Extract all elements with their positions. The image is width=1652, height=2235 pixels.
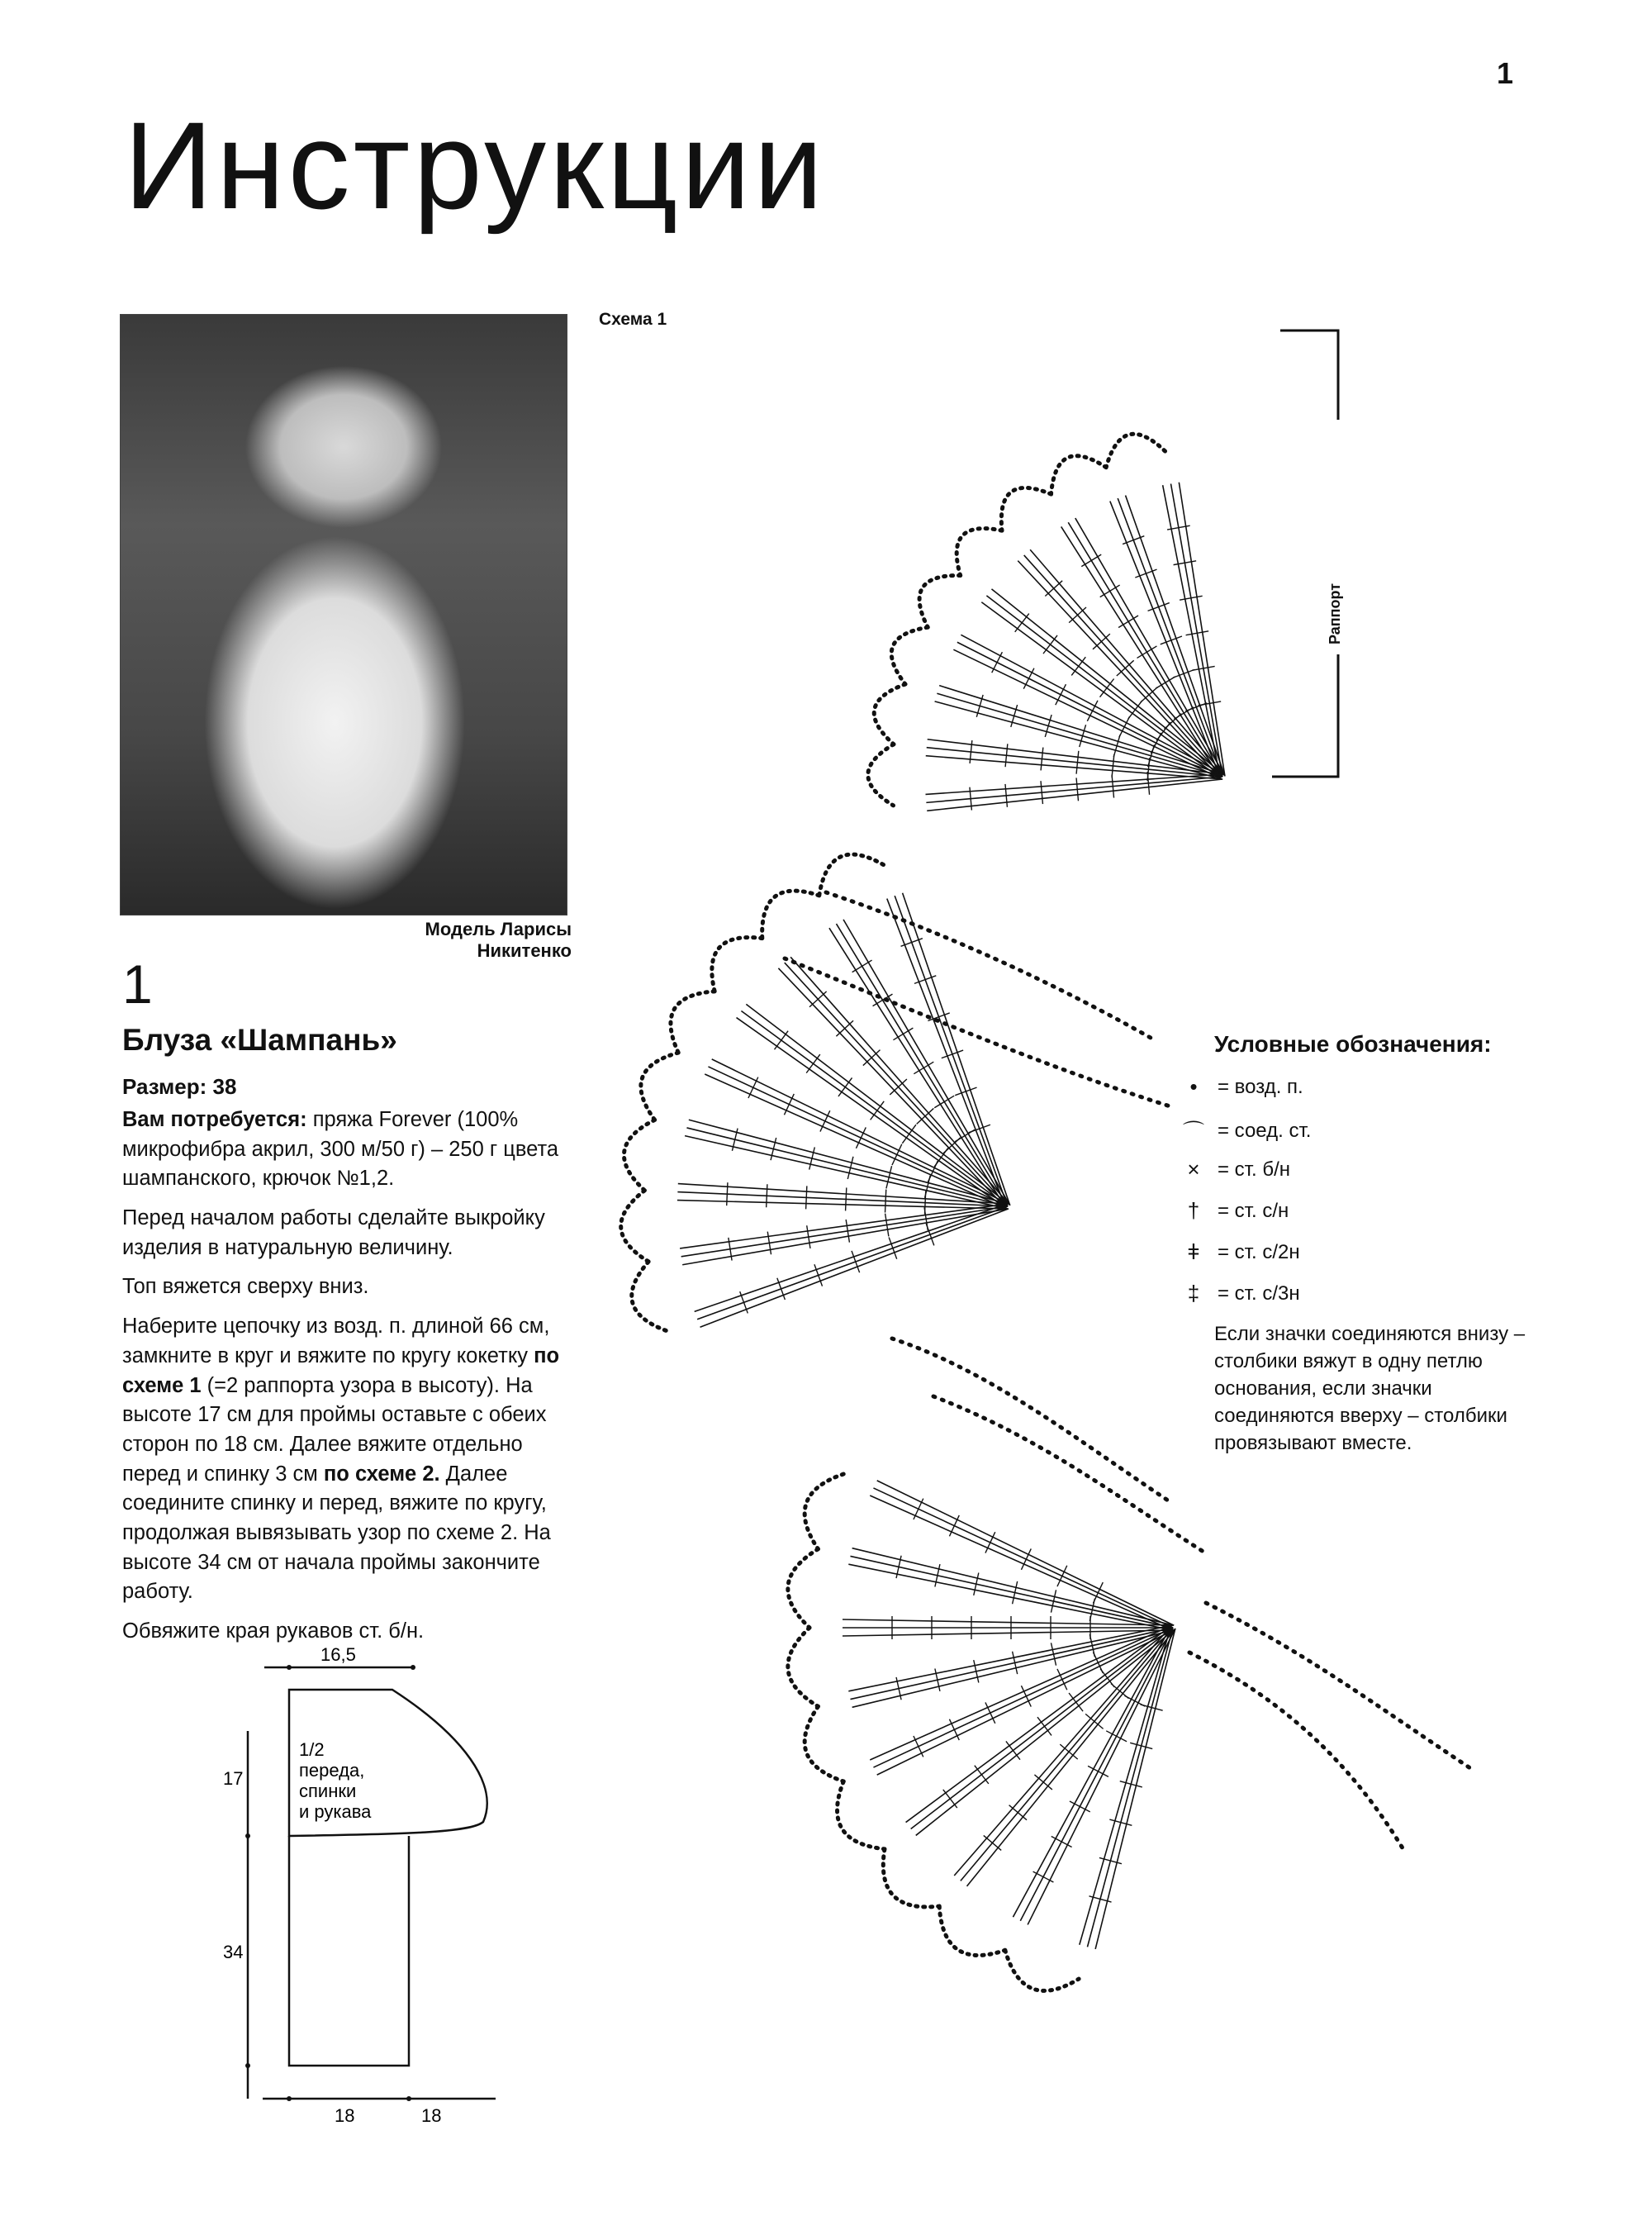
crochet-chart — [578, 297, 1553, 2016]
page-number: 1 — [1497, 56, 1514, 90]
pattern-bottom-left: 18 — [335, 2105, 355, 2123]
legend-symbol: × — [1187, 1157, 1200, 1182]
instruction-p3: Топ вяжется сверху вниз. — [122, 1275, 369, 1299]
legend-text: = ст. с/2н — [1218, 1240, 1300, 1263]
pattern-label-2: переда, — [299, 1760, 365, 1781]
legend-title: Условные обозначения: — [1214, 1031, 1492, 1057]
legend-symbol: ⌒ — [1182, 1120, 1204, 1144]
photo-caption: Модель Ларисы Никитенко — [425, 919, 572, 961]
sewing-pattern — [223, 1644, 512, 2123]
pattern-top-width: 16,5 — [320, 1644, 356, 1665]
legend-text: = ст. с/3н — [1218, 1282, 1300, 1305]
legend-item — [1181, 1281, 1300, 1306]
instruction-p4e: Далее соедините спинку и перед, вяжите по кругу, продолжая вывязывать узор по схеме 2. На высоте 34 см от начала проймы закончите работу. — [122, 1462, 551, 1604]
page-title: Инструкции — [124, 96, 827, 235]
materials-label: Вам потребуется: — [122, 1108, 307, 1131]
legend-item — [1181, 1074, 1303, 1100]
legend-note: Если значки соединяются внизу – столбики вяжут в одну петлю основания, если значки соединяются вверху – столбики провязывают вместе. — [1214, 1323, 1526, 1455]
legend-symbol: ‡ — [1187, 1281, 1200, 1305]
instruction-p2: Перед началом работы сделайте выкройку изделия в натуральную величину. — [122, 1206, 545, 1259]
legend-item — [1181, 1198, 1289, 1224]
legend-text: = соед. ст. — [1218, 1119, 1312, 1142]
instruction-p5: Обвяжите края рукавов ст. б/н. — [122, 1619, 425, 1643]
legend-item — [1181, 1239, 1300, 1265]
pattern-label-3: спинки — [299, 1781, 357, 1801]
legend-symbol: † — [1187, 1198, 1200, 1223]
legend-item — [1181, 1157, 1290, 1182]
instruction-p4d: по схеме 2. — [323, 1462, 440, 1486]
pattern-height-yoke: 17 — [223, 1768, 244, 1789]
schema-label: Схема 1 — [599, 310, 667, 329]
instruction-p4a: Наберите цепочку из возд. п. длиной 66 см, замкните в круг и вяжите по кругу кокетку — [122, 1315, 550, 1367]
size-label: Размер: 38 — [122, 1074, 237, 1099]
instruction-p4c: (=2 раппорта узора в высоту). На высоте 17 см для проймы оставьте с обеих сторон по 18 см. Далее вяжите отдельно перед и спинку 3 см — [122, 1373, 547, 1486]
instruction-p4b: по схеме 1 — [122, 1343, 560, 1397]
legend-symbol: • — [1189, 1074, 1198, 1099]
legend-text: = ст. б/н — [1218, 1158, 1291, 1181]
pattern-height-body: 34 — [223, 1942, 244, 1962]
legend-text: = возд. п. — [1218, 1075, 1303, 1098]
pattern-label-1: 1/2 — [299, 1739, 325, 1760]
legend-symbol: ǂ — [1187, 1239, 1200, 1264]
pattern-bottom-right: 18 — [421, 2105, 442, 2123]
instructions-text — [122, 1106, 572, 1657]
item-number: 1 — [122, 953, 153, 1015]
pattern-label-4: и рукава — [299, 1801, 372, 1822]
legend-text: = ст. с/н — [1218, 1199, 1289, 1222]
legend-item — [1181, 1115, 1311, 1146]
raport-label: Раппорт — [1327, 583, 1343, 644]
model-photo — [120, 314, 567, 915]
materials-text: пряжа Forever (100% микрофибра акрил, 300 м/50 г) – 250 г цвета шампанского, крючок №1,2. — [122, 1108, 559, 1191]
item-title: Блуза «Шампань» — [122, 1023, 397, 1057]
